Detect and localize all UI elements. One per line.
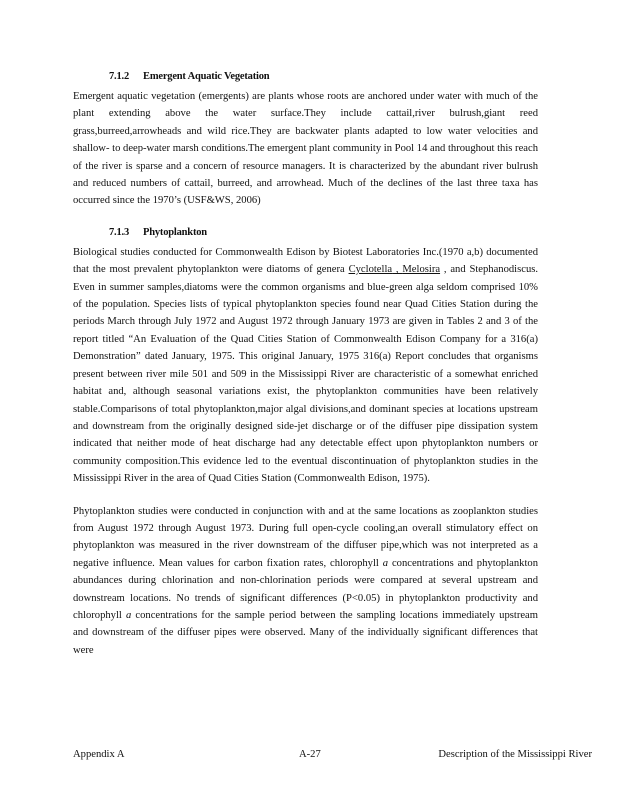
paragraph-text: Biological studies conducted for Commonwealth Edison by Biotest Laboratories Inc.(1970 a,b) documented that the most prevalent phytoplankton were diatoms of genera (73, 246, 538, 276)
chlorophyll-a-italic: a (382, 557, 389, 569)
footer-appendix-label: Appendix A (73, 749, 125, 760)
footer-section-title: Description of the Mississippi River (438, 749, 592, 760)
paragraph-text: Phytoplankton studies were conducted in conjunction with and at the same locations as zooplankton studies from August 1972 through August 1973. During full open-cycle cooling,an overall stimulatory effect on phytoplankton was measured in the river downstream of the diffuser pipe,which was not interpreted as a negative influence. Mean values for carbon fixation rates, chlorophyll (73, 505, 538, 569)
paragraph-text: , and Stephanodiscus. Even in summer samples,diatoms were the common organisms and blue-green alga seldom comprised 10% of the population. Species lists of typical phytoplankton species found near Quad Cities Station during the periods March through July 1972 and August 1972 through January 1973 are given in Tables 2 and 3 of the report titled “An Evaluation of the Quad Cities Station of Commonwealth Edison Company for a 316(a) Demonstration” dated January, 1975. This original January, 1975 316(a) Report concludes that organisms present between river mile 501 and 509 in the Mississippi River are characteristic of a somewhat enriched habitat and, although seasonal variations exist, the phytoplankton communities have been relatively stable.Comparisons of total phytoplankton,major algal divisions,and dominant species at locations upstream and downstream from the originally designed side-jet discharge or of the diffuser pipe dissipation system indicated that neither mode of heat discharge had any detectable effect upon phytoplankton numbers or community composition.This evidence led to the eventual discontinuation of phytoplankton studies in the Mississippi River in the area of Quad Cities Station (Commonwealth Edison, 1975). (73, 264, 539, 485)
paragraph-phytoplankton-chlorination (73, 503, 538, 660)
genus-cyclotella: Cyclotella (348, 264, 393, 276)
document-page (73, 68, 538, 659)
chlorophyll-a-italic: a (125, 609, 132, 621)
genus-separator: , (392, 264, 403, 276)
genus-melosira: Melosira (402, 264, 441, 276)
paragraph-phytoplankton-studies (73, 244, 538, 488)
paragraph-text: concentrations and phytoplankton abundances during chlorination and non-chlorination periods were compared at several upstream and downstream locations. No trends of significant differences (P<0.05) in phytoplankton productivity and chlorophyll (73, 557, 539, 621)
paragraph-emergent-vegetation: Emergent aquatic vegetation (emergents) are plants whose roots are anchored under water with much of the plant extending above the water surface.They include cattail,river bulrush,giant reed grass,burreed,arrowheads and wild rice.They are backwater plants adapted to low water velocities and shallow- to deep-water marsh conditions.The emergent plant community in Pool 14 and throughout this reach of the river is sparse and a concern of resource managers. It is characterized by the abundant river bulrush and reduced numbers of cattail, burreed, and arrowhead. Much of the declines of the last three taxa has occurred since the 1970’s (USF&WS, 2006) (73, 91, 538, 207)
section-number: 7.1.2 (109, 71, 130, 82)
paragraph-text: concentrations for the sample period between the sampling locations immediately upstream and downstream of the diffuser pipes were observed. Many of the individually significant differences that were (73, 609, 538, 656)
footer-page-number: A-27 (299, 749, 321, 760)
section-heading-phytoplankton (109, 224, 538, 244)
section-number: 7.1.3 (109, 226, 130, 238)
section-title: Emergent Aquatic Vegetation (143, 71, 270, 82)
section-title: Phytoplankton (143, 226, 207, 238)
section-heading-emergent-vegetation (109, 68, 538, 88)
